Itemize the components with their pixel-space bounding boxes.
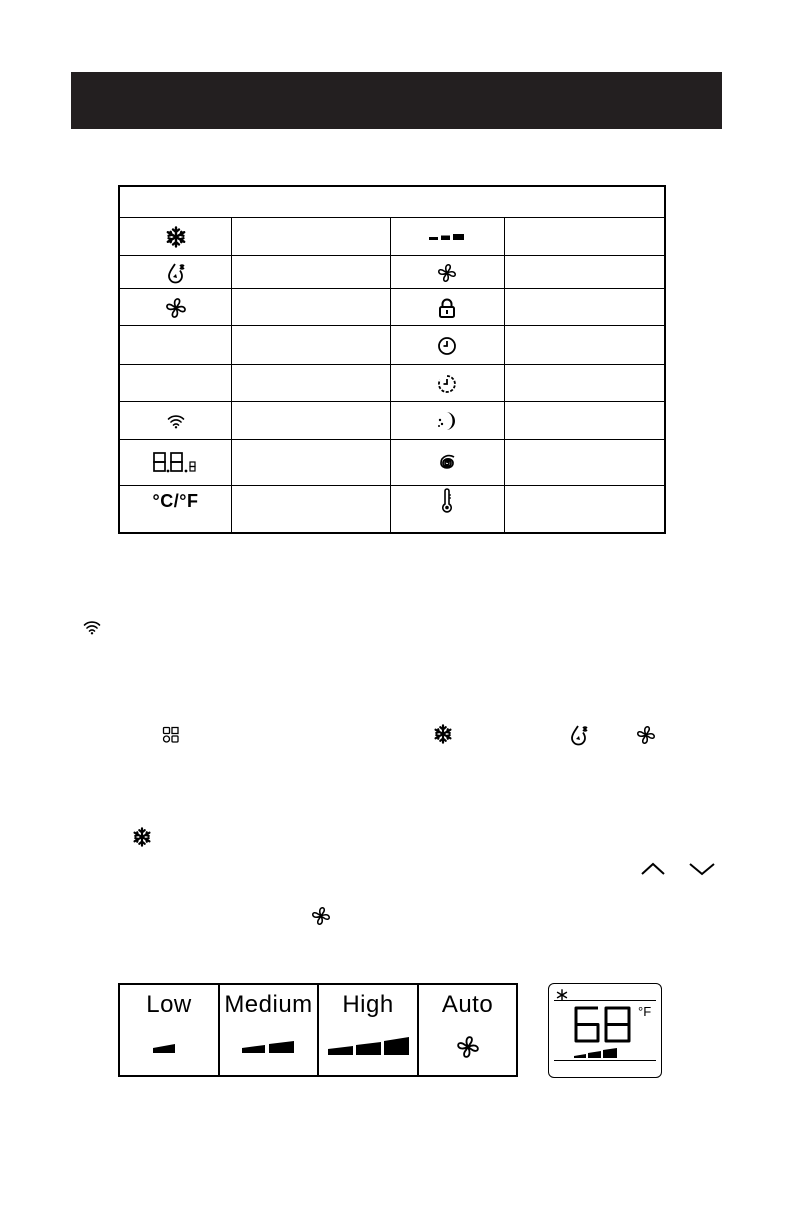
celsius-fahrenheit-icon: [120, 486, 231, 516]
fan-speed-high: [319, 985, 417, 1075]
fan-speed-diagram: [118, 983, 518, 1077]
thermometer-icon: [390, 486, 504, 516]
fan-icon: [390, 256, 504, 289]
column-divider: [504, 218, 505, 532]
fan-icon: [120, 289, 231, 326]
swirl-icon: [390, 440, 504, 486]
celsius-fahrenheit-label: °C/°F: [152, 490, 199, 511]
fan-speed-bars-icon: [319, 1035, 417, 1057]
fan-icon: [456, 1035, 480, 1059]
fan-speed-auto: [419, 985, 516, 1075]
lcd-top-divider: [554, 1000, 656, 1001]
snowflake-icon: [132, 827, 152, 847]
fan-speed-medium: [220, 985, 317, 1075]
fan-speed-bars-icon: [390, 218, 504, 256]
fan-speed-bars-icon: [573, 1048, 619, 1059]
fan-speed-bars-icon: [220, 1035, 317, 1057]
section-header-bar: [71, 72, 722, 129]
table-title-row: [120, 187, 664, 218]
fan-speed-label: High: [342, 991, 394, 1018]
snowflake-icon: [120, 218, 231, 256]
sleep-moon-icon: [390, 402, 504, 440]
wifi-icon: [83, 620, 101, 635]
fan-icon: [311, 906, 331, 926]
lcd-unit: °F: [638, 1004, 652, 1019]
chevron-down-icon: [688, 862, 716, 876]
fan-speed-label: Auto: [441, 991, 494, 1018]
lcd-temperature-value: 68: [372, 805, 374, 806]
chevron-up-icon: [640, 862, 666, 876]
digit-display-icon: [120, 440, 231, 486]
clock-icon: [390, 326, 504, 365]
mode-button-icon: [162, 726, 180, 744]
fan-speed-label: Low: [146, 991, 192, 1018]
fan-speed-low: [120, 985, 218, 1075]
column-divider: [231, 218, 232, 532]
lcd-bottom-divider: [554, 1060, 656, 1061]
wifi-icon: [120, 402, 231, 440]
dry-droplet-icon: [569, 724, 589, 746]
fan-speed-label: Medium: [224, 991, 313, 1018]
snowflake-icon: [433, 724, 453, 744]
lock-icon: [390, 289, 504, 326]
dry-droplet-icon: [120, 256, 231, 289]
fan-speed-bars-icon: [120, 1035, 218, 1057]
fan-icon: [636, 725, 656, 745]
timer-off-icon: [390, 365, 504, 402]
display-icon-table: [118, 185, 666, 534]
